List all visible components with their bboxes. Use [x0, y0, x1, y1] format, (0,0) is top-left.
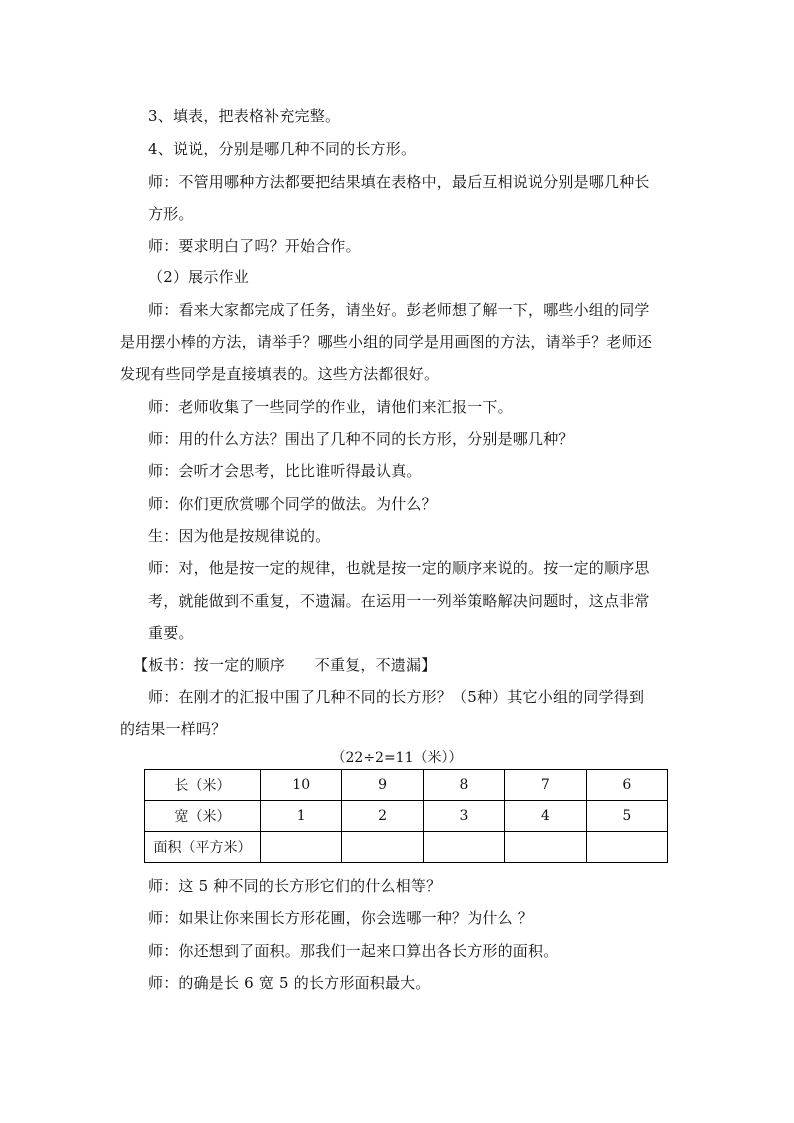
- section-heading: （2）展示作业: [148, 268, 249, 286]
- table-cell: 6: [586, 770, 667, 801]
- table-row: [145, 801, 668, 832]
- teacher-line: 师：这 5 种不同的长方形它们的什么相等？: [148, 877, 442, 895]
- row-label: 面积（平方米）: [145, 832, 261, 863]
- table-cell: 10: [261, 770, 342, 801]
- table-cell: 3: [423, 801, 504, 832]
- teacher-line: 师：如果让你来围长方形花圃，你会选哪一种？为什么 ？: [148, 909, 533, 927]
- table-cell: 4: [505, 801, 586, 832]
- teacher-line-cont: 方形。: [148, 205, 194, 223]
- blackboard-note: 【板书：按一定的顺序 不重复，不遗漏】: [133, 656, 437, 674]
- teacher-line: 师：老师收集了一些同学的作业，请他们来汇报一下。: [148, 398, 513, 416]
- teacher-line: 师：你们更欣赏哪个同学的做法。为什么？: [148, 495, 437, 513]
- teacher-line: 师：会听才会思考，比比谁听得最认真。: [148, 462, 422, 480]
- teacher-line-cont: 考，就能做到不重复，不遗漏。在运用一一列举策略解决问题时，这点非常: [148, 592, 650, 610]
- teacher-line: 师：看来大家都完成了任务，请坐好。彭老师想了解一下，哪些小组的同学: [148, 301, 650, 319]
- teacher-line-cont: 的结果一样吗？: [120, 720, 227, 738]
- teacher-line: 师：在刚才的汇报中围了几种不同的长方形？（5种）其它小组的同学得到: [148, 688, 645, 706]
- student-line: 生：因为他是按规律说的。: [148, 527, 331, 545]
- step-3-text: 3、填表，把表格补充完整。: [148, 107, 341, 125]
- table-row: [145, 832, 668, 863]
- table-cell: [342, 832, 423, 863]
- rectangle-table: [144, 769, 668, 863]
- row-label: 宽（米）: [145, 801, 261, 832]
- teacher-line: 师：要求明白了吗？开始合作。: [148, 237, 361, 255]
- table-cell: 7: [505, 770, 586, 801]
- table-cell: [505, 832, 586, 863]
- row-label: 长（米）: [145, 770, 261, 801]
- table-cell: 5: [586, 801, 667, 832]
- teacher-line-cont: 重要。: [148, 624, 194, 642]
- table-caption: （22÷2=11（米））: [331, 750, 463, 766]
- teacher-line: 师：你还想到了面积。那我们一起来口算出各长方形的面积。: [148, 942, 559, 960]
- teacher-line: 师：的确是长 6 宽 5 的长方形面积最大。: [148, 974, 431, 992]
- teacher-line: 师：用的什么方法？围出了几种不同的长方形，分别是哪几种？: [148, 430, 574, 448]
- table-cell: 1: [261, 801, 342, 832]
- table-cell: 2: [342, 801, 423, 832]
- teacher-line-cont: 发现有些同学是直接填表的。这些方法都很好。: [120, 365, 440, 383]
- table-cell: [586, 832, 667, 863]
- table-cell: 8: [423, 770, 504, 801]
- teacher-line: 师：不管用哪种方法都要把结果填在表格中，最后互相说说分别是哪几种长: [148, 173, 650, 191]
- table-cell: [261, 832, 342, 863]
- table-cell: 9: [342, 770, 423, 801]
- table-cell: [423, 832, 504, 863]
- step-4-text: 4、说说，分别是哪几种不同的长方形。: [148, 140, 417, 158]
- teacher-line: 师：对，他是按一定的规律，也就是按一定的顺序来说的。按一定的顺序思: [148, 559, 650, 577]
- table-row: [145, 770, 668, 801]
- teacher-line-cont: 是用摆小棒的方法，请举手？哪些小组的同学是用画图的方法，请举手？老师还: [120, 333, 653, 351]
